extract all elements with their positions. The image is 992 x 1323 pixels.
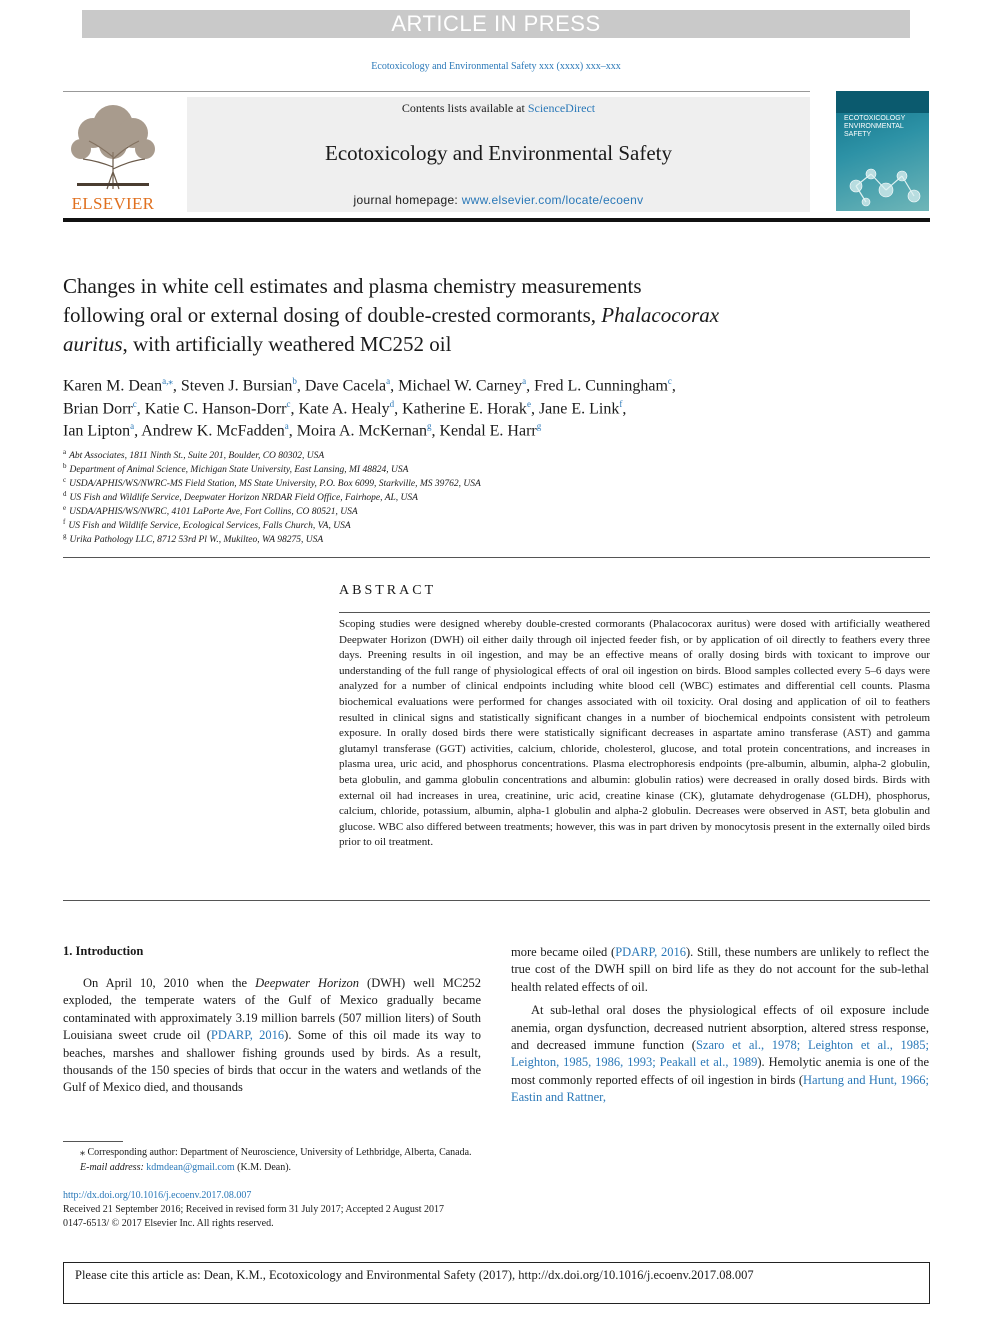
text-run: ). Some of this oil made its way to beaches, marshes and shallower fishing grounds used by birds. As a result, thousands of the 150 species of birds that occur in the waters and wetlands of the Gulf of Mexico died, and thousands <box>63 1028 482 1095</box>
email-suffix: (K.M. Dean). <box>234 1162 292 1173</box>
affiliation-text: USDA/APHIS/WS/NWRC, 4101 LaPorte Ave, Fort Collins, CO 80521, USA <box>69 507 358 518</box>
affiliation-text: Abt Associates, 1811 Ninth St., Suite 201, Boulder, CO 80302, USA <box>69 451 325 462</box>
homepage-link[interactable]: www.elsevier.com/locate/ecoenv <box>461 193 644 207</box>
affiliation-text: US Fish and Wildlife Service, Deepwater Horizon NRDAR Field Office, Fairhope, AL, USA <box>69 493 418 504</box>
citation-link[interactable]: Szaro et al., 1978; Leighton et al., 1985; Leighton, 1985, 1986, 1993; Peakall et al., 1989 <box>511 1038 929 1070</box>
citation-link[interactable]: PDARP, 2016 <box>615 945 686 959</box>
author-affiliation-mark[interactable]: d <box>389 399 395 409</box>
cover-title-line-3: SAFETY <box>844 131 872 138</box>
intro-paragraph-2 <box>511 1002 929 1106</box>
journal-name: Ecotoxicology and Environmental Safety <box>325 141 672 165</box>
author-name[interactable]: Ian Lipton <box>63 422 131 440</box>
affiliation-text: Urika Pathology LLC, 8712 53rd Pl W., Mukilteo, WA 98275, USA <box>69 535 324 546</box>
article-in-press-banner: ARTICLE IN PRESS <box>82 10 910 38</box>
introduction-heading: 1. Introduction <box>63 944 144 958</box>
publisher-wordmark: ELSEVIER <box>71 194 155 213</box>
cover-title-line-1: ECOTOXICOLOGY <box>844 115 906 122</box>
text-run: ). Hemolytic anemia is one of the most commonly reported effects of oil ingestion in birds ( <box>511 1055 929 1087</box>
author-affiliation-mark[interactable]: c <box>667 376 672 386</box>
abstract-heading: ABSTRACT <box>339 583 437 598</box>
author-name[interactable]: Kendal E. Harr <box>439 422 537 440</box>
affiliation-text: USDA/APHIS/WS/NWRC-MS Field Station, MS State University, P.O. Box 6099, Starkville, MS 39762, USA <box>69 479 481 490</box>
title-line-2: following oral or external dosing of double-crested cormorants, <box>63 303 602 327</box>
affiliation-key: a <box>63 448 67 456</box>
affiliation-key: c <box>63 476 67 484</box>
footnote-rule <box>63 1141 123 1142</box>
footnote-mark: ⁎ <box>80 1147 85 1158</box>
intro-paragraph-1-continued <box>511 944 929 996</box>
journal-cover-image[interactable] <box>836 91 929 211</box>
title-species-genus: Phalacocorax <box>601 303 720 327</box>
section-rule <box>63 557 930 558</box>
homepage-line <box>187 193 810 207</box>
author-name[interactable]: Karen M. Dean <box>63 377 163 395</box>
author-line-2: Brian Dorr$^c$, Katie C. Hanson-Dorr$^c$, Kate A. Healy$^d$, Katherine E. Horak$^e$, Jane E. Link$^f$, <box>63 399 627 418</box>
email-note <box>80 1160 880 1175</box>
author-name[interactable]: Fred L. Cunningham <box>534 377 668 395</box>
doi-link[interactable]: http://dx.doi.org/10.1016/j.ecoenv.2017.08.007 <box>63 1190 252 1201</box>
contents-prefix: Contents lists available at <box>401 101 528 115</box>
author-name[interactable]: Brian Dorr <box>63 400 133 418</box>
author-affiliation-mark[interactable]: a <box>284 421 289 431</box>
author-affiliation-mark[interactable]: e <box>526 399 531 409</box>
author-name[interactable]: Moira A. McKernan <box>296 422 427 440</box>
affiliation-key: f <box>63 518 66 526</box>
author-name[interactable]: Michael W. Carney <box>398 377 523 395</box>
contents-line <box>187 101 810 116</box>
author-affiliation-mark[interactable]: a <box>522 376 527 386</box>
title-species-epithet: auritus <box>63 332 123 356</box>
journal-reference-link[interactable]: Ecotoxicology and Environmental Safety xxx (xxxx) xxx–xxx <box>371 61 621 72</box>
citation-text <box>75 1268 925 1283</box>
text-run: On April 10, 2010 when the <box>83 976 256 990</box>
sciencedirect-link[interactable]: ScienceDirect <box>527 101 596 115</box>
masthead-rule <box>63 218 930 222</box>
author-affiliation-mark[interactable]: a <box>130 421 135 431</box>
author-affiliation-mark[interactable]: c <box>132 399 137 409</box>
text-run: more became oiled ( <box>511 945 616 959</box>
copyright-line: 0147-6513/ © 2017 Elsevier Inc. All rights reserved. <box>63 1218 274 1229</box>
affiliation-key: d <box>63 490 67 498</box>
author-name[interactable]: Katie C. Hanson-Dorr <box>144 400 287 418</box>
author-name[interactable]: Andrew K. McFadden <box>141 422 285 440</box>
affiliation-key: b <box>63 462 67 470</box>
author-affiliation-mark[interactable]: b <box>292 376 297 386</box>
author-affiliation-mark[interactable]: c <box>286 399 291 409</box>
cover-title <box>844 115 924 139</box>
email-link[interactable]: kdmdean@gmail.com <box>146 1162 235 1173</box>
cover-molecule-graphic <box>836 146 929 211</box>
affiliation-g <box>63 530 923 546</box>
abstract-text: Scoping studies were designed whereby double-crested cormorants (Phalacocorax auritus) were dosed with artificially weathered Deepwater Horizon (DWH) oil either daily through oil injected feeder fish, or by application of oil directly to feathers every three days. Preening results in oil ingestion, and may be an effective means of orally dosing birds with toxicant to improve our understanding of the full range of physiological effects of oral oil ingestion on birds. Blood samples collected every 5–6 days were analyzed for a number of clinical endpoints including white blood cell (WBC) estimates and differential cell counts. Plasma biochemical evaluations were performed for changes associated with oil toxicity. Oral dosing and application of oil to feathers resulted in clinical signs and statistically significant changes in a number of biochemical endpoints consistent with petroleum exposure. In orally dosed birds there were statistically significant decreases in aspartate amino transferase (AST) and gamma glutamyl transferase (GGT) activities, calcium, chloride, cholesterol, glucose, and total protein concentrations, and increases in plasma urea, uric acid, and phosphorus concentrations. Plasma electrophoresis endpoints (pre-albumin, albumin, alpha-2 globulin, beta globulin, and gamma globulin concentrations and albumin: globulin ratios) were decreased in orally dosed birds. Birds with external oil had increases in urea, creatinine, uric acid, creatine kinase (CK), glutamate dehydrogenase (GLDH), phosphorus, calcium, chloride, potassium, albumin, alpha-1 globulin and alpha-2 globulin. Decreases were observed in AST, beta globulin and glucose. WBC also differed between treatments; however, this was in part driven by monocytosis present in the externally oiled birds prior to oil treatment. <box>339 618 930 849</box>
cover-header-band <box>836 91 929 113</box>
email-label: E-mail address: <box>80 1162 147 1173</box>
citation-link[interactable]: PDARP, 2016 <box>210 1028 285 1043</box>
affiliation-key: g <box>63 532 67 540</box>
received-dates: Received 21 September 2016; Received in revised form 31 July 2017; Accepted 2 August 2017 <box>63 1204 445 1215</box>
author-line-3: Ian Lipton$^a$, Andrew K. McFadden$^a$, Moira A. McKernan$^g$, Kendal E. Harr$^g$ <box>63 421 542 440</box>
affiliation-text: US Fish and Wildlife Service, Ecological Services, Falls Church, VA, USA <box>68 521 351 532</box>
citation-link[interactable]: Hartung and Hunt, 1966; Eastin and Rattner, <box>511 1072 929 1105</box>
text-run: ). Still, these numbers are unlikely to reflect the true cost of the DWH spill on bird life as they do not account for the sub-lethal health related effects of oil. <box>511 945 929 994</box>
author-name[interactable]: Katherine E. Horak <box>402 400 527 418</box>
title-line-1: Changes in white cell estimates and plasma chemistry measurements <box>63 274 642 298</box>
intro-column-left <box>63 975 481 1097</box>
author-affiliation-mark[interactable]: g <box>536 421 542 431</box>
author-name[interactable]: Dave Cacela <box>304 377 387 395</box>
author-line-1: Karen M. Dean$^{a,⁎}$, Steven J. Bursian$^b$, Dave Cacela$^a$, Michael W. Carney$^a$, Fred L. Cunningham$^c$, <box>63 376 676 395</box>
author-affiliation-mark[interactable]: a,⁎ <box>162 376 173 386</box>
citation-doi[interactable]: http://dx.doi.org/10.1016/j.ecoenv.2017.08.007 <box>518 1268 754 1282</box>
citation-prefix: Please cite this article as: Dean, K.M., Ecotoxicology and Environmental Safety (2017), <box>75 1268 519 1282</box>
author-affiliation-mark[interactable]: a <box>386 376 391 386</box>
text-run: At sub-lethal oral doses the physiological effects of oil exposure include anemia, organ dysfunction, decreased nutrient absorption, altered stress response, and decreased immune function ( <box>511 1003 929 1053</box>
author-affiliation-mark[interactable]: g <box>426 421 432 431</box>
corresponding-author-note <box>80 1145 880 1160</box>
text-run: (DWH) well MC252 exploded, the temperate waters of the Gulf of Mexico gradually became contaminated with approximately 3.19 million barrels (507 million liters) of South Louisiana sweet crude oil ( <box>63 976 481 1043</box>
footnote-text: Corresponding author: Department of Neuroscience, University of Lethbridge, Alberta, Canada. <box>85 1147 472 1158</box>
text-run-italic: Deepwater Horizon <box>255 976 359 990</box>
intro-column-right <box>511 944 929 1107</box>
intro-paragraph-1 <box>63 975 481 1097</box>
affiliation-text: Department of Animal Science, Michigan State University, East Lansing, MI 48824, USA <box>69 465 409 476</box>
author-name[interactable]: Kate A. Healy <box>298 400 390 418</box>
section-rule <box>63 900 930 901</box>
masthead-top-rule <box>63 91 810 92</box>
author-name[interactable]: Jane E. Link <box>538 400 620 418</box>
homepage-prefix: journal homepage: <box>353 193 462 207</box>
author-affiliation-mark[interactable]: f <box>619 399 623 409</box>
tree-icon <box>63 97 163 192</box>
title-line-3: , with artificially weathered MC252 oil <box>122 332 452 356</box>
cover-title-line-2: ENVIRONMENTAL <box>844 123 904 130</box>
abstract-rule <box>339 612 930 613</box>
affiliation-key: e <box>63 504 67 512</box>
author-name[interactable]: Steven J. Bursian <box>180 377 293 395</box>
article-title <box>63 272 863 359</box>
